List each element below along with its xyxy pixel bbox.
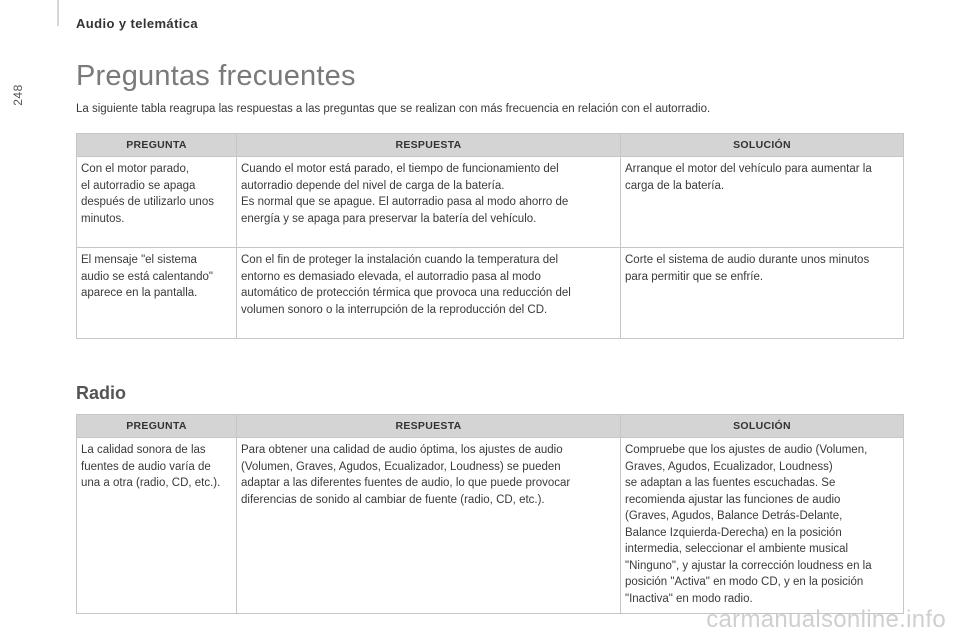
question-cell: La calidad sonora de las fuentes de audio varía de una a otra (radio, CD, etc.). — [77, 438, 237, 614]
intro-paragraph: La siguiente tabla reagrupa las respuestas a las preguntas que se realizan con más frecuencia en relación con el autorradio. — [76, 103, 711, 115]
page-number: 248 — [11, 84, 25, 106]
solution-cell: Arranque el motor del vehículo para aumentar la carga de la batería. — [621, 157, 904, 248]
column-header-answer: RESPUESTA — [237, 415, 621, 438]
question-cell: El mensaje "el sistema audio se está calentando" aparece en la pantalla. — [77, 248, 237, 339]
faq-table — [76, 133, 904, 339]
table-header-row — [77, 415, 904, 438]
watermark: carmanualsonline.info — [706, 606, 946, 633]
column-header-question: PREGUNTA — [77, 415, 237, 438]
header-divider — [57, 0, 59, 26]
table-row — [77, 438, 904, 614]
column-header-solution: SOLUCIÓN — [621, 415, 904, 438]
column-header-answer: RESPUESTA — [237, 134, 621, 157]
column-header-question: PREGUNTA — [77, 134, 237, 157]
table-header-row — [77, 134, 904, 157]
answer-cell: Cuando el motor está parado, el tiempo de funcionamiento del autorradio depende del nivel de carga de la batería. Es normal que se apague. El autorradio pasa al modo ahorro de energía y se apaga para preservar la batería del vehículo. — [237, 157, 621, 248]
radio-section-title: Radio — [76, 383, 127, 403]
question-cell: Con el motor parado, el autorradio se apaga después de utilizarlo unos minutos. — [77, 157, 237, 248]
solution-cell: Compruebe que los ajustes de audio (Volumen, Graves, Agudos, Ecualizador, Loudness) se adaptan a las fuentes escuchadas. Se recomienda ajustar las funciones de audio (Graves, Agudos, Balance Detrás-Delante, Balance Izquierda-Derecha) en la posición intermedia, seleccionar el ambiente musical "Ninguno", y ajustar la corrección loudness en la posición "Activa" en modo CD, y en la posición "Inactiva" en modo radio. — [621, 438, 904, 614]
column-header-solution: SOLUCIÓN — [621, 134, 904, 157]
solution-cell: Corte el sistema de audio durante unos minutos para permitir que se enfríe. — [621, 248, 904, 339]
section-header: Audio y telemática — [76, 16, 199, 31]
radio-faq-table — [76, 414, 904, 614]
table-row — [77, 248, 904, 339]
answer-cell: Con el fin de proteger la instalación cuando la temperatura del entorno es demasiado elevada, el autorradio pasa al modo automático de protección térmica que provoca una reducción del volumen sonoro o la interrupción de la reproducción del CD. — [237, 248, 621, 339]
answer-cell: Para obtener una calidad de audio óptima, los ajustes de audio (Volumen, Graves, Agudos, Ecualizador, Loudness) se pueden adaptar a las diferentes fuentes de audio, lo que puede provocar diferencias de sonido al cambiar de fuente (radio, CD, etc.). — [237, 438, 621, 614]
table-row — [77, 157, 904, 248]
page-title: Preguntas frecuentes — [76, 60, 356, 92]
